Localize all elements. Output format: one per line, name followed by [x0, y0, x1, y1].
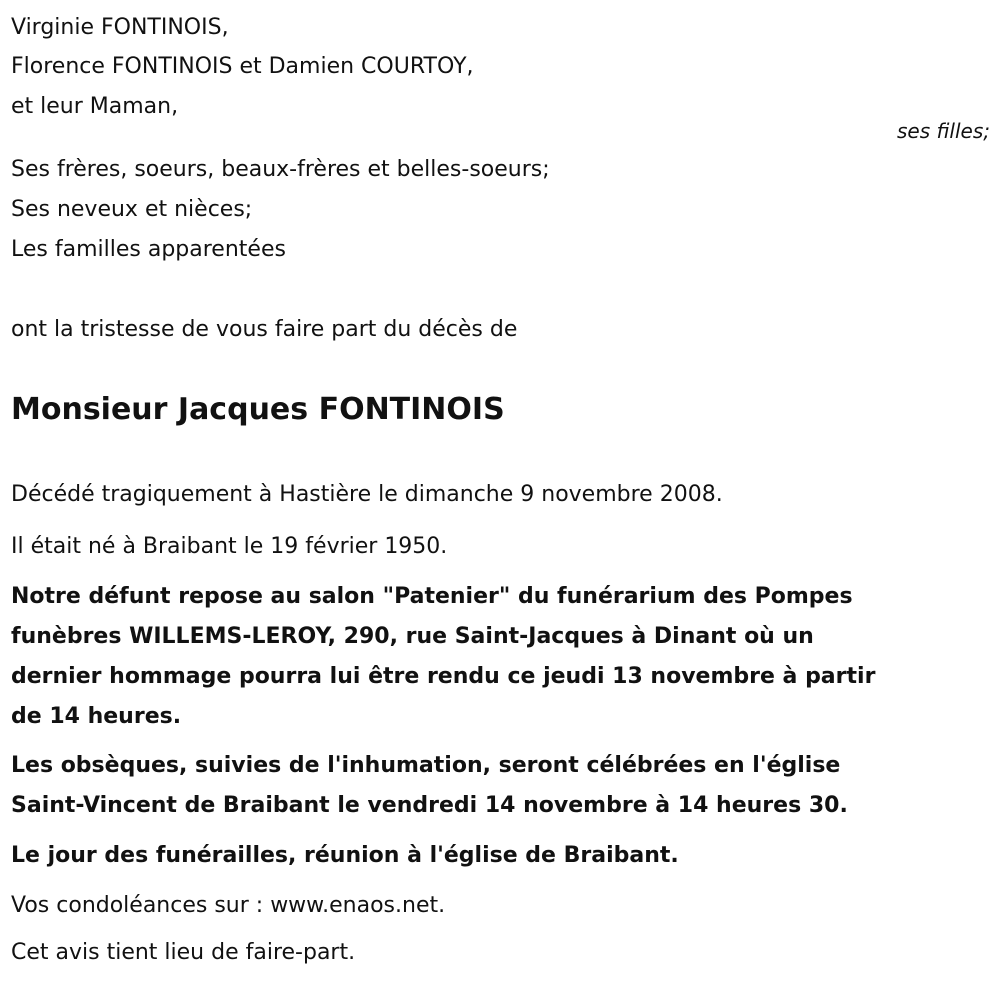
rest-info-line: funèbres WILLEMS-LEROY, 290, rue Saint-Jacques à Dinant où un	[11, 624, 814, 649]
death-info: Décédé tragiquement à Hastière le dimanche 9 novembre 2008.	[11, 482, 723, 507]
birth-info: Il était né à Braibant le 19 février 1950.	[11, 534, 448, 559]
funeral-info-line: Les obsèques, suivies de l'inhumation, seront célébrées en l'église	[11, 753, 841, 778]
funeral-info-line: Saint-Vincent de Braibant le vendredi 14 novembre à 14 heures 30.	[11, 793, 848, 818]
family-line: et leur Maman,	[11, 94, 179, 119]
rest-info-line: Notre défunt repose au salon "Patenier" du funérarium des Pompes	[11, 584, 853, 609]
deceased-name: Monsieur Jacques FONTINOIS	[11, 392, 505, 427]
rest-info-line: dernier hommage pourra lui être rendu ce jeudi 13 novembre à partir	[11, 664, 876, 689]
condolences-info: Vos condoléances sur : www.enaos.net.	[11, 893, 446, 918]
meeting-info: Le jour des funérailles, réunion à l'église de Braibant.	[11, 843, 679, 868]
family-role: ses filles;	[897, 119, 990, 143]
announcement: ont la tristesse de vous faire part du décès de	[11, 317, 518, 342]
family-line: Les familles apparentées	[11, 237, 286, 262]
rest-info-line: de 14 heures.	[11, 704, 182, 729]
notice-info: Cet avis tient lieu de faire-part.	[11, 940, 356, 965]
family-line: Virginie FONTINOIS,	[11, 15, 229, 40]
family-line: Ses neveux et nièces;	[11, 197, 253, 222]
family-line: Ses frères, soeurs, beaux-frères et belles-soeurs;	[11, 157, 550, 182]
family-line: Florence FONTINOIS et Damien COURTOY,	[11, 54, 474, 79]
